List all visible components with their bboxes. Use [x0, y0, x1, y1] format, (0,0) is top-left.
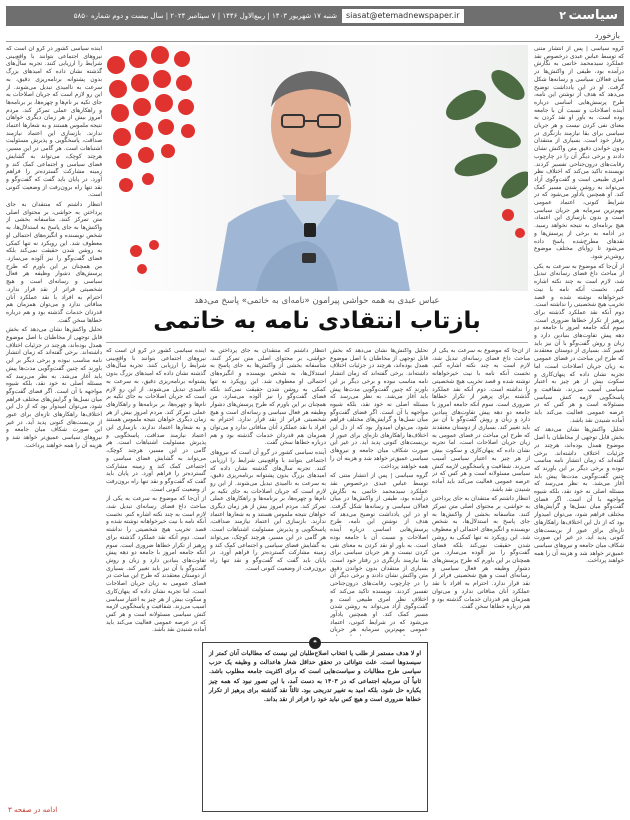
subheadline: عباس عبدی به همه حواشی پیرامون «نامه‌ای به خاتمی» پاسخ می‌دهد — [194, 296, 440, 306]
highlight-box — [202, 639, 428, 812]
column-right — [534, 46, 624, 804]
column-center-left-text-cont: آینده سیاسی کشور در گرو آن است که نیروهای اجتماعی بتوانند با واقع‌بینی شرایط را ارزیابی کنند. تجربه سال‌های گذشته نشان داده که امیدهای بزرگ بدون پشتوانه برنامه‌ریزی دقیق، به سرعت به ناامیدی تبدیل می‌شوند. از این رو لازم است که جریان اصلاحات به جای تکیه بر نام‌ها و چهره‌ها، بر برنامه‌ها و راهکارهای عملی تمرکز کند. مردم امروز بیش از هر زمان دیگری خواهان نتیجه ملموس هستند و به شعارها اعتماد ندارند. بازسازی این اعتماد نیازمند صداقت، پاسخگویی و پذیرش مسئولیت اشتباهات است. هر گامی در این مسیر، هرچند کوچک، می‌تواند به گشایش فضای سیاسی و اجتماعی کمک کند و زمینه مشارکت گسترده‌تر را فراهم آورد. در پایان باید گفت که گفت‌وگو و نقد تنها راه برون‌رفت از وضعیت کنونی است. — [210, 450, 326, 572]
website-email: siasat@etemadnewspaper.ir — [342, 9, 464, 23]
page-header — [6, 6, 624, 26]
column-left-text: آینده سیاسی کشور در گرو آن است که نیروهای اجتماعی بتوانند با واقع‌بینی شرایط را ارزیابی کنند. تجربه سال‌های گذشته نشان داده که امیدهای بزرگ بدون پشتوانه برنامه‌ریزی دقیق، به سرعت به ناامیدی تبدیل می‌شوند. از این رو لازم است که جریان اصلاحات به جای تکیه بر نام‌ها و چهره‌ها، بر برنامه‌ها و راهکارهای عملی تمرکز کند. مردم امروز بیش از هر زمان دیگری خواهان نتیجه ملموس هستند و به شعارها اعتماد ندارند. بازسازی این اعتماد نیازمند صداقت، پاسخگویی و پذیرش مسئولیت اشتباهات است. هر گامی در این مسیر، هرچند کوچک، می‌تواند به گشایش فضای سیاسی و اجتماعی کمک کند و زمینه مشارکت گسترده‌تر را فراهم آورد. در پایان باید گفت که گفت‌وگو و نقد تنها راه برون‌رفت از وضعیت کنونی است. — [6, 46, 102, 199]
headline: بازتاب انتقادی نامه به خاتمی — [153, 308, 481, 334]
column-left-middle — [106, 348, 206, 804]
top-divider — [6, 41, 624, 42]
quote-icon: ❝ — [309, 637, 321, 649]
dateline: شنبه ۱۷ شهریور ۱۴۰۳ | ربیع‌الاول ۱۴۴۶ | ۷ سپتامبر ۲۰۲۴ | سال بیست و دوم شماره ۵۸۵۰ — [73, 12, 337, 20]
column-center-text-cont: گروه سیاسی | پس از انتشار متنی که توسط عباس عبدی درخصوص نقد عملکرد سیدمحمد خاتمی به نگارش درآمده بود، طیفی از واکنش‌ها در میان فعالان سیاسی و رسانه‌ها شکل گرفت. او در این یادداشت توضیح می‌دهد که هدف از نوشتن این نامه، طرح پرسش‌هایی اساسی درباره آینده اصلاحات و نسبت آن با جامعه بوده است. به باور او نقد کردن به معنای نفی کردن نیست و هر جریان سیاسی برای بقا نیازمند بازنگری در رفتار خود است. بسیاری از منتقدان بدون خواندن دقیق متن واکنش نشان دادند و برخی دیگر آن را در چارچوب رقابت‌های درون‌جناحی تفسیر کردند. نویسنده تاکید می‌کند که اختلاف نظر امری طبیعی است و گفت‌وگوی آزاد می‌تواند به روشن شدن مسیر کمک کند. او همچنین یادآور می‌شود که در شرایط کنونی، اعتماد عمومی مهم‌ترین سرمایه هر جریان — [330, 473, 428, 634]
column-left-middle-text: آینده سیاسی کشور در گرو آن است که نیروهای اجتماعی بتوانند با واقع‌بینی شرایط را ارزیابی کنند. تجربه سال‌های گذشته نشان داده که امیدهای بزرگ بدون پشتوانه برنامه‌ریزی دقیق، به سرعت به ناامیدی تبدیل می‌شوند. از این رو لازم است که جریان اصلاحات به جای تکیه بر نام‌ها و چهره‌ها، بر برنامه‌ها و راهکارهای عملی تمرکز کند. مردم امروز بیش از هر زمان دیگری خواهان نتیجه ملموس هستند و به شعارها اعتماد ندارند. بازسازی این اعتماد نیازمند صداقت، پاسخگویی و پذیرش مسئولیت اشتباهات است. هر گامی در این مسیر، هرچند کوچک، می‌تواند به گشایش فضای سیاسی و اجتماعی کمک کند و زمینه مشارکت گسترده‌تر را فراهم آورد. در پایان باید گفت که گفت‌وگو و نقد تنها راه برون‌رفت از وضعیت کنونی است. — [106, 348, 206, 493]
column-left — [6, 46, 102, 802]
continuation-note: ادامه در صفحه ۳ — [8, 806, 58, 814]
column-center-left-text: انتظار داشتم که منتقدان به جای پرداختن به حواشی، بر محتوای اصلی متن تمرکز کنند. متاسفانه بخشی از واکنش‌ها به جای پاسخ به استدلال‌ها، به شخص نویسنده و انگیزه‌های احتمالی او معطوف شد. این رویکرد نه تنها کمکی به روشن شدن حقیقت نمی‌کند بلکه فضای گفت‌وگو را نیز آلوده می‌سازد. من همچنان بر این باورم که طرح پرسش‌های دشوار وظیفه هر فعال سیاسی و رسانه‌ای است و هیچ شخصیتی فراتر از نقد قرار ندارد. احترام به افراد با نقد عملکرد آنان منافاتی ندارد و می‌توان همزمان هم قدردان خدمات گذشته بود و هم درباره خطاها سخن گفت. — [210, 348, 326, 447]
plant-foliage — [441, 64, 528, 203]
headline-divider — [106, 342, 528, 343]
column-left-text-more: تحلیل واکنش‌ها نشان می‌دهد که بخش قابل توجهی از مخاطبان با اصل موضوع همدل بوده‌اند، هرچند در جزئیات اختلاف داشته‌اند. برخی گفته‌اند که زمان انتشار نامه مناسب نبوده و برخی دیگر بر این باورند که چنین گفت‌وگویی مدت‌ها پیش باید آغاز می‌شد. به نظر می‌رسد که مسئله اصلی نه خود نقد، بلکه شیوه مواجهه با آن است. اگر فضای گفت‌وگو میان نسل‌ها و گرایش‌های مختلف فراهم شود، می‌توان امیدوار بود که از دل این اختلاف‌ها راهکارهای تازه‌ای برای عبور از بن‌بست‌های کنونی پدید آید. در غیر این صورت شکاف میان جامعه و نیروهای سیاسی عمیق‌تر خواهد شد و هزینه آن را همه خواهند پرداخت. — [6, 327, 102, 449]
column-center — [330, 348, 428, 636]
column-left-text-cont: انتظار داشتم که منتقدان به جای پرداختن به حواشی، بر محتوای اصلی متن تمرکز کنند. متاسفانه بخشی از واکنش‌ها به جای پاسخ به استدلال‌ها، به شخص نویسنده و انگیزه‌های احتمالی او معطوف شد. این رویکرد نه تنها کمکی به روشن شدن حقیقت نمی‌کند بلکه فضای گفت‌وگو را نیز آلوده می‌سازد. من همچنان بر این باورم که طرح پرسش‌های دشوار وظیفه هر فعال سیاسی و رسانه‌ای است و هیچ شخصیتی فراتر از نقد قرار ندارد. احترام به افراد با نقد عملکرد آنان منافاتی ندارد و می‌توان همزمان هم قدردان خدمات گذشته بود و هم درباره خطاها سخن گفت. — [6, 202, 102, 324]
article-photo — [106, 45, 528, 291]
column-right-text-more: تحلیل واکنش‌ها نشان می‌دهد که بخش قابل توجهی از مخاطبان با اصل موضوع همدل بوده‌اند، هرچند در جزئیات اختلاف داشته‌اند. برخی گفته‌اند که زمان انتشار نامه مناسب نبوده و برخی دیگر بر این باورند که چنین گفت‌وگویی مدت‌ها پیش باید آغاز می‌شد. به نظر می‌رسد که مسئله اصلی نه خود نقد، بلکه شیوه مواجهه با آن است. اگر فضای گفت‌وگو میان نسل‌ها و گرایش‌های مختلف فراهم شود، می‌توان امیدوار بود که از دل این اختلاف‌ها راهکارهای تازه‌ای برای عبور از بن‌بست‌های کنونی پدید آید. در غیر این صورت شکاف میان جامعه و نیروهای سیاسی عمیق‌تر خواهد شد و هزینه آن را همه خواهند پرداخت. — [534, 427, 624, 565]
column-right-text-cont: از آن‌جا که موضوع به سرعت به یکی از مباحث داغ فضای رسانه‌ای تبدیل شد، لازم است به چند نکته اشاره کنم. نخست آنکه نامه با نیت خیرخواهانه نوشته شده و قصد تخریب هیچ شخصیتی را نداشته است. دوم آنکه نقد عملکرد گذشته برای پرهیز از تکرار خطاها ضروری است. سوم آنکه جامعه امروز با جامعه دو دهه پیش تفاوت‌های بنیادین دارد و زبان و روش گفت‌وگو با آن نیز باید تغییر کند. بسیاری از دوستان معتقدند که طرح این مباحث در فضای عمومی به زیان جریان اصلاحات است، اما تجربه نشان داده که پنهان‌کاری و سکوت بیش از هر چیز به اعتبار سیاسی آسیب می‌زند. شفافیت و پاسخگویی لازمه کنش سیاسی مسئولانه است و هر کس که در عرصه عمومی فعالیت می‌کند باید آماده شنیدن نقد باشد. — [534, 263, 624, 424]
column-right-text: گروه سیاسی | پس از انتشار متنی که توسط عباس عبدی درخصوص نقد عملکرد سیدمحمد خاتمی به نگارش درآمده بود، طیفی از واکنش‌ها در میان فعالان سیاسی و رسانه‌ها شکل گرفت. او در این یادداشت توضیح می‌دهد که هدف از نوشتن این نامه، طرح پرسش‌هایی اساسی درباره آینده اصلاحات و نسبت آن با جامعه بوده است. به باور او نقد کردن به معنای نفی کردن نیست و هر جریان سیاسی برای بقا نیازمند بازنگری در رفتار خود است. بسیاری از منتقدان بدون خواندن دقیق متن واکنش نشان دادند و برخی دیگر آن را در چارچوب رقابت‌های درون‌جناحی تفسیر کردند. نویسنده تاکید می‌کند که اختلاف نظر امری طبیعی است و گفت‌وگوی آزاد می‌تواند به روشن شدن مسیر کمک کند. او همچنین یادآور می‌شود که در شرایط کنونی، اعتماد عمومی مهم‌ترین سرمایه هر جریان سیاسی است و بدون بازسازی این اعتماد، هیچ برنامه‌ای به نتیجه نخواهد رسید. در ادامه به برخی از پرسش‌ها و نقدهای مطرح‌شده پاسخ داده می‌شود تا زوایای مختلف موضوع روشن‌تر شود. — [534, 46, 624, 260]
portrait-illustration — [106, 45, 528, 291]
column-center-left — [210, 348, 326, 636]
person-figure — [216, 71, 410, 291]
column-center-text: تحلیل واکنش‌ها نشان می‌دهد که بخش قابل توجهی از مخاطبان با اصل موضوع همدل بوده‌اند، هرچند در جزئیات اختلاف داشته‌اند. برخی گفته‌اند که زمان انتشار نامه مناسب نبوده و برخی دیگر بر این باورند که چنین گفت‌وگویی مدت‌ها پیش باید آغاز می‌شد. به نظر می‌رسد که مسئله اصلی نه خود نقد، بلکه شیوه مواجهه با آن است. اگر فضای گفت‌وگو میان نسل‌ها و گرایش‌های مختلف فراهم شود، می‌توان امیدوار بود که از دل این اختلاف‌ها راهکارهای تازه‌ای برای عبور از بن‌بست‌های کنونی پدید آید. در غیر این صورت شکاف میان جامعه و نیروهای سیاسی عمیق‌تر خواهد شد و هزینه آن را همه خواهند پرداخت. — [330, 348, 428, 470]
section-title: سیاست — [568, 8, 618, 23]
column-center-right-text-cont: انتظار داشتم که منتقدان به جای پرداختن به حواشی، بر محتوای اصلی متن تمرکز کنند. متاسفانه بخشی از واکنش‌ها به جای پاسخ به استدلال‌ها، به شخص نویسنده و انگیزه‌های احتمالی او معطوف شد. این رویکرد نه تنها کمکی به روشن شدن حقیقت نمی‌کند بلکه فضای گفت‌وگو را نیز آلوده می‌سازد. من همچنان بر این باورم که طرح پرسش‌های دشوار وظیفه هر فعال سیاسی و رسانه‌ای است و هیچ شخصیتی فراتر از نقد قرار ندارد. احترام به افراد با نقد عملکرد آنان منافاتی ندارد و می‌توان همزمان هم قدردان خدمات گذشته بود و هم درباره خطاها سخن گفت. — [432, 496, 530, 611]
rubric-label: بازخورد — [594, 31, 620, 40]
page-number: ۲ — [559, 9, 566, 22]
column-center-right-text: از آن‌جا که موضوع به سرعت به یکی از مباحث داغ فضای رسانه‌ای تبدیل شد، لازم است به چند نکته اشاره کنم. نخست آنکه نامه با نیت خیرخواهانه نوشته شده و قصد تخریب هیچ شخصیتی را نداشته است. دوم آنکه نقد عملکرد گذشته برای پرهیز از تکرار خطاها ضروری است. سوم آنکه جامعه امروز با جامعه دو دهه پیش تفاوت‌های بنیادین دارد و زبان و روش گفت‌وگو با آن نیز باید تغییر کند. بسیاری از دوستان معتقدند که طرح این مباحث در فضای عمومی به زیان جریان اصلاحات است، اما تجربه نشان داده که پنهان‌کاری و سکوت بیش از هر چیز به اعتبار سیاسی آسیب می‌زند. شفافیت و پاسخگویی لازمه کنش سیاسی مسئولانه است و هر کس که در عرصه عمومی فعالیت می‌کند باید آماده شنیدن نقد باشد. — [432, 348, 530, 493]
highlight-box-text: او لا هدف مستمر از طلب یا انتخاب اصلاح‌طلبان این نیست که مطالبات آنان کمتر از سیسدوها است. علت نتوانائی در تحقق حداقل شعار هاعدالت و وظیفه یک حزب سیاسی طرح مطالبات و سیاست‌هایی است که برای اکثریت جامعه مطلوب باشد. ثانیاً آن سرمایه اجتماعی که در ۱۴۰۳ به دست آمد، با این تصور نبود که همه چیز یکباره حل شود، بلکه امید به تغییر تدریجی بود. ثالثاً نقد گذشته برای پرهیز از تکرار خطاها ضروری است و هیچ کس نباید خود را فراتر از نقد بداند. — [209, 650, 421, 704]
column-left-middle-text-cont: از آن‌جا که موضوع به سرعت به یکی از مباحث داغ فضای رسانه‌ای تبدیل شد، لازم است به چند نکته اشاره کنم. نخست آنکه نامه با نیت خیرخواهانه نوشته شده و قصد تخریب هیچ شخصیتی را نداشته است. دوم آنکه نقد عملکرد گذشته برای پرهیز از تکرار خطاها ضروری است. سوم آنکه جامعه امروز با جامعه دو دهه پیش تفاوت‌های بنیادین دارد و زبان و روش گفت‌وگو با آن نیز باید تغییر کند. بسیاری از دوستان معتقدند که طرح این مباحث در فضای عمومی به زیان جریان اصلاحات است، اما تجربه نشان داده که پنهان‌کاری و سکوت بیش از هر چیز به اعتبار سیاسی آسیب می‌زند. شفافیت و پاسخگویی لازمه کنش سیاسی مسئولانه است و هر کس که در عرصه عمومی فعالیت می‌کند باید آماده شنیدن نقد باشد. — [106, 496, 206, 634]
column-center-right — [432, 348, 530, 804]
